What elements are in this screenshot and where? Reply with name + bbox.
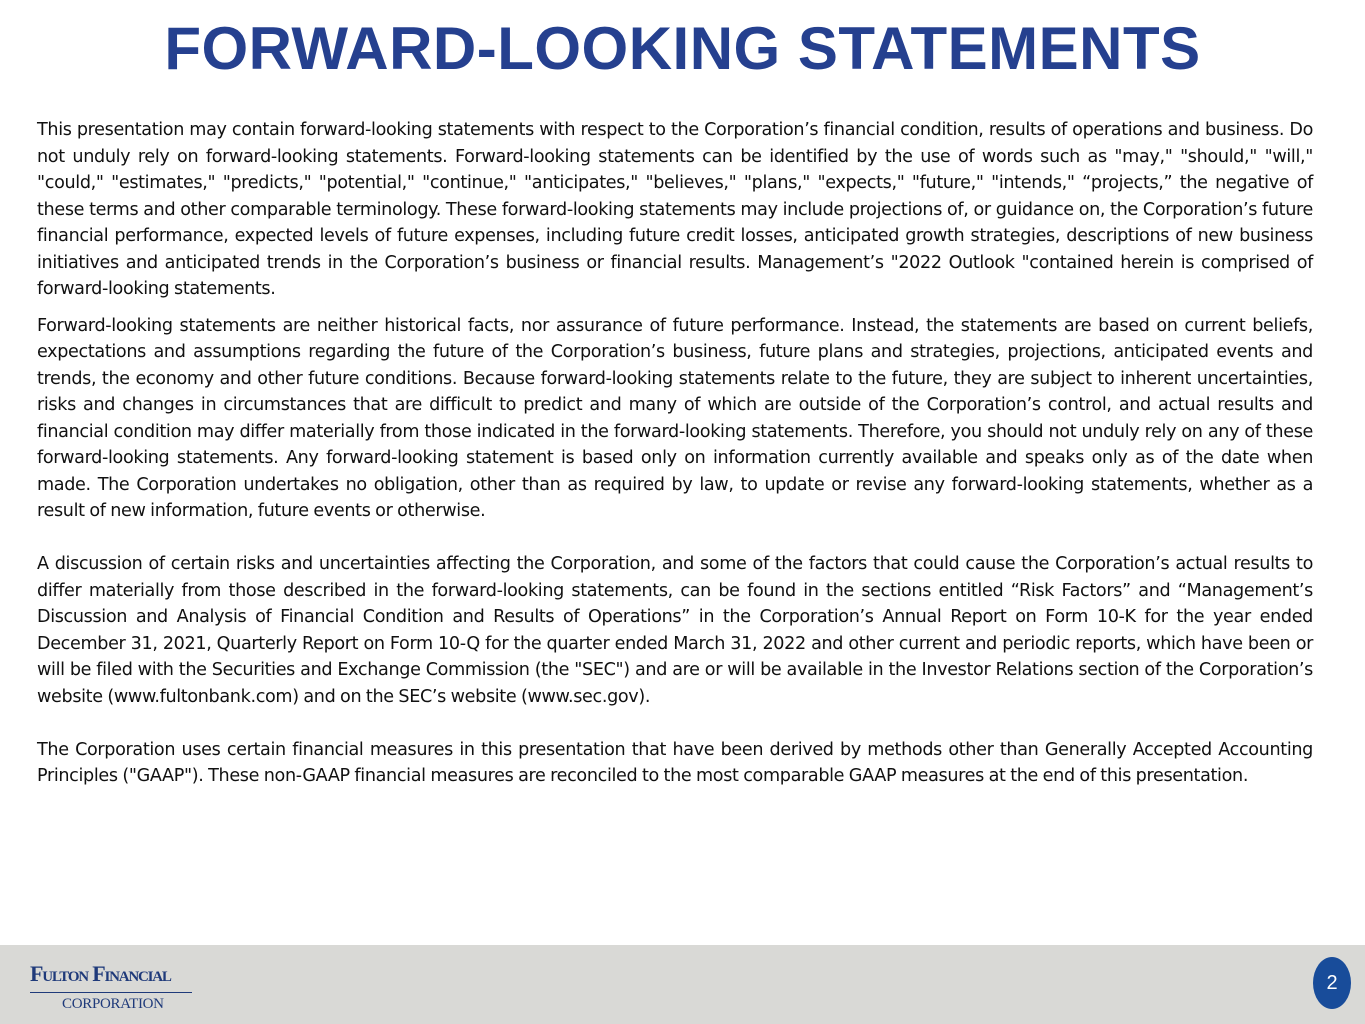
paragraph-risks-and-uncertainties: A discussion of certain risks and uncertainties affecting the Corporation, and some of the factors that could cause the Corporation’s actual results to differ materially from those described in the forward-looking statements, can be found in the sections entitled “Risk Factors” and “Management’s Discussion and Analysis of Financial Condition and Results of Operations” in the Corporation’s Annual Report on Form 10-K for the year ended December 31, 2021, Quarterly Report on Form 10-Q for the quarter ended March 31, 2022 and other current and periodic reports, which have been or will be filed with the Securities and Exchange Commission (the "SEC") and are or will be available in the Investor Relations section of the Corporation’s website (www.fultonbank.com) and on the SEC’s website (www.sec.gov). (37, 554, 1313, 707)
slide-footer (0, 945, 1365, 1024)
paragraph-non-gaap-measures: The Corporation uses certain financial measures in this presentation that have been derived by methods other than Generally Accepted Accounting Principles ("GAAP"). These non-GAAP financial measures are reconciled to the most comparable GAAP measures at the end of this presentation. (37, 739, 1313, 786)
paragraph-not-historical-facts: Forward-looking statements are neither historical facts, nor assurance of future performance. Instead, the statements are based on current beliefs, expectations and assumptions regarding the future of the Corporation’s business, future plans and strategies, projections, anticipated events and trends, the economy and other future conditions. Because forward-looking statements relate to the future, they are subject to inherent uncertainties, risks and changes in circumstances that are difficult to predict and many of which are outside of the Corporation’s control, and actual results and financial condition may differ materially from those indicated in the forward-looking statements. Therefore, you should not unduly rely on any of these forward-looking statements. Any forward-looking statement is based only on information currently available and speaks only as of the date when made. The Corporation undertakes no obligation, other than as required by law, to update or revise any forward-looking statements, whether as a result of new information, future events or otherwise. (37, 315, 1313, 521)
slide-body (37, 117, 1313, 790)
logo-name: Fulton Financial (30, 961, 171, 986)
fulton-financial-logo (30, 959, 195, 1015)
logo-divider (30, 992, 192, 993)
logo-corporation: CORPORATION (62, 996, 164, 1012)
page-number-badge: 2 (1313, 957, 1351, 1009)
paragraph-forward-looking-intro: This presentation may contain forward-looking statements with respect to the Corporation’s financial condition, results of operations and business. Do not unduly rely on forward-looking statements. Forward-looking statements can be identified by the use of words such as "may," "should," "will," "could," "estimates," "predicts," "potential," "continue," "anticipates," "believes," "plans," "expects," "future," "intends," “projects,” the negative of these terms and other comparable terminology. These forward-looking statements may include projections of, or guidance on, the Corporation’s future financial performance, expected levels of future expenses, including future credit losses, anticipated growth strategies, descriptions of new business initiatives and anticipated trends in the Corporation’s business or financial results. Management’s "2022 Outlook "contained herein is comprised of forward-looking statements. (37, 120, 1313, 299)
slide-title: FORWARD-LOOKING STATEMENTS (164, 15, 1201, 82)
